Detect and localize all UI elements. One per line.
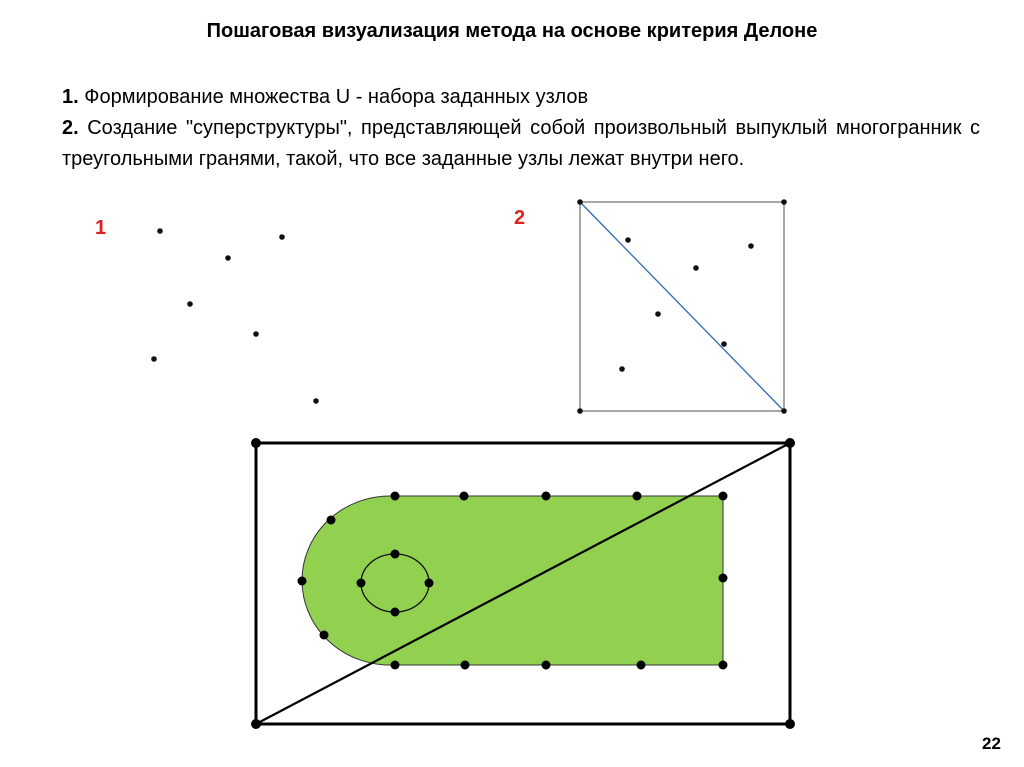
boundary-node — [460, 492, 469, 501]
node — [253, 331, 259, 337]
step-text: Создание "суперструктуры", представляющей собой произвольный выпуклый многогранник с треугольными гранями, такой, что все заданные узлы лежат внутри него. — [62, 117, 980, 170]
node — [225, 255, 231, 261]
green-domain — [302, 496, 723, 665]
node — [625, 237, 631, 243]
boundary-node — [719, 574, 728, 583]
boundary-node — [327, 516, 336, 525]
corner-node — [577, 199, 583, 205]
step-number: 2. — [62, 117, 79, 139]
node — [279, 234, 285, 240]
boundary-node — [542, 661, 551, 670]
hole-node — [425, 579, 434, 588]
figure-label-1: 1 — [95, 217, 107, 239]
domain-figure — [251, 438, 795, 729]
node — [187, 301, 193, 307]
node-set-figure — [151, 228, 319, 404]
boundary-node — [391, 661, 400, 670]
corner-node — [785, 719, 795, 729]
node — [157, 228, 163, 234]
boundary-node — [637, 661, 646, 670]
step-number: 1. — [62, 86, 79, 108]
page-number: 22 — [982, 734, 1001, 753]
boundary-node — [298, 577, 307, 586]
node — [151, 356, 157, 362]
superstructure-figure — [577, 199, 787, 414]
node — [313, 398, 319, 404]
hole-node — [357, 579, 366, 588]
boundary-node — [461, 661, 470, 670]
corner-node — [251, 438, 261, 448]
hole-node — [391, 550, 400, 559]
boundary-node — [542, 492, 551, 501]
corner-node — [781, 199, 787, 205]
corner-node — [251, 719, 261, 729]
corner-node — [781, 408, 787, 414]
corner-node — [577, 408, 583, 414]
node — [693, 265, 699, 271]
figure-label-2: 2 — [514, 207, 526, 229]
node — [748, 243, 754, 249]
node — [721, 341, 727, 347]
boundary-node — [320, 631, 329, 640]
boundary-node — [633, 492, 642, 501]
hole-node — [391, 608, 400, 617]
boundary-node — [719, 492, 728, 501]
boundary-node — [719, 661, 728, 670]
slide-title: Пошаговая визуализация метода на основе критерия Делоне — [206, 20, 818, 42]
node — [655, 311, 661, 317]
node — [619, 366, 625, 372]
step-text: Формирование множества U - набора заданных узлов — [78, 86, 589, 108]
super-diagonal — [580, 202, 784, 411]
corner-node — [785, 438, 795, 448]
boundary-node — [391, 492, 400, 501]
